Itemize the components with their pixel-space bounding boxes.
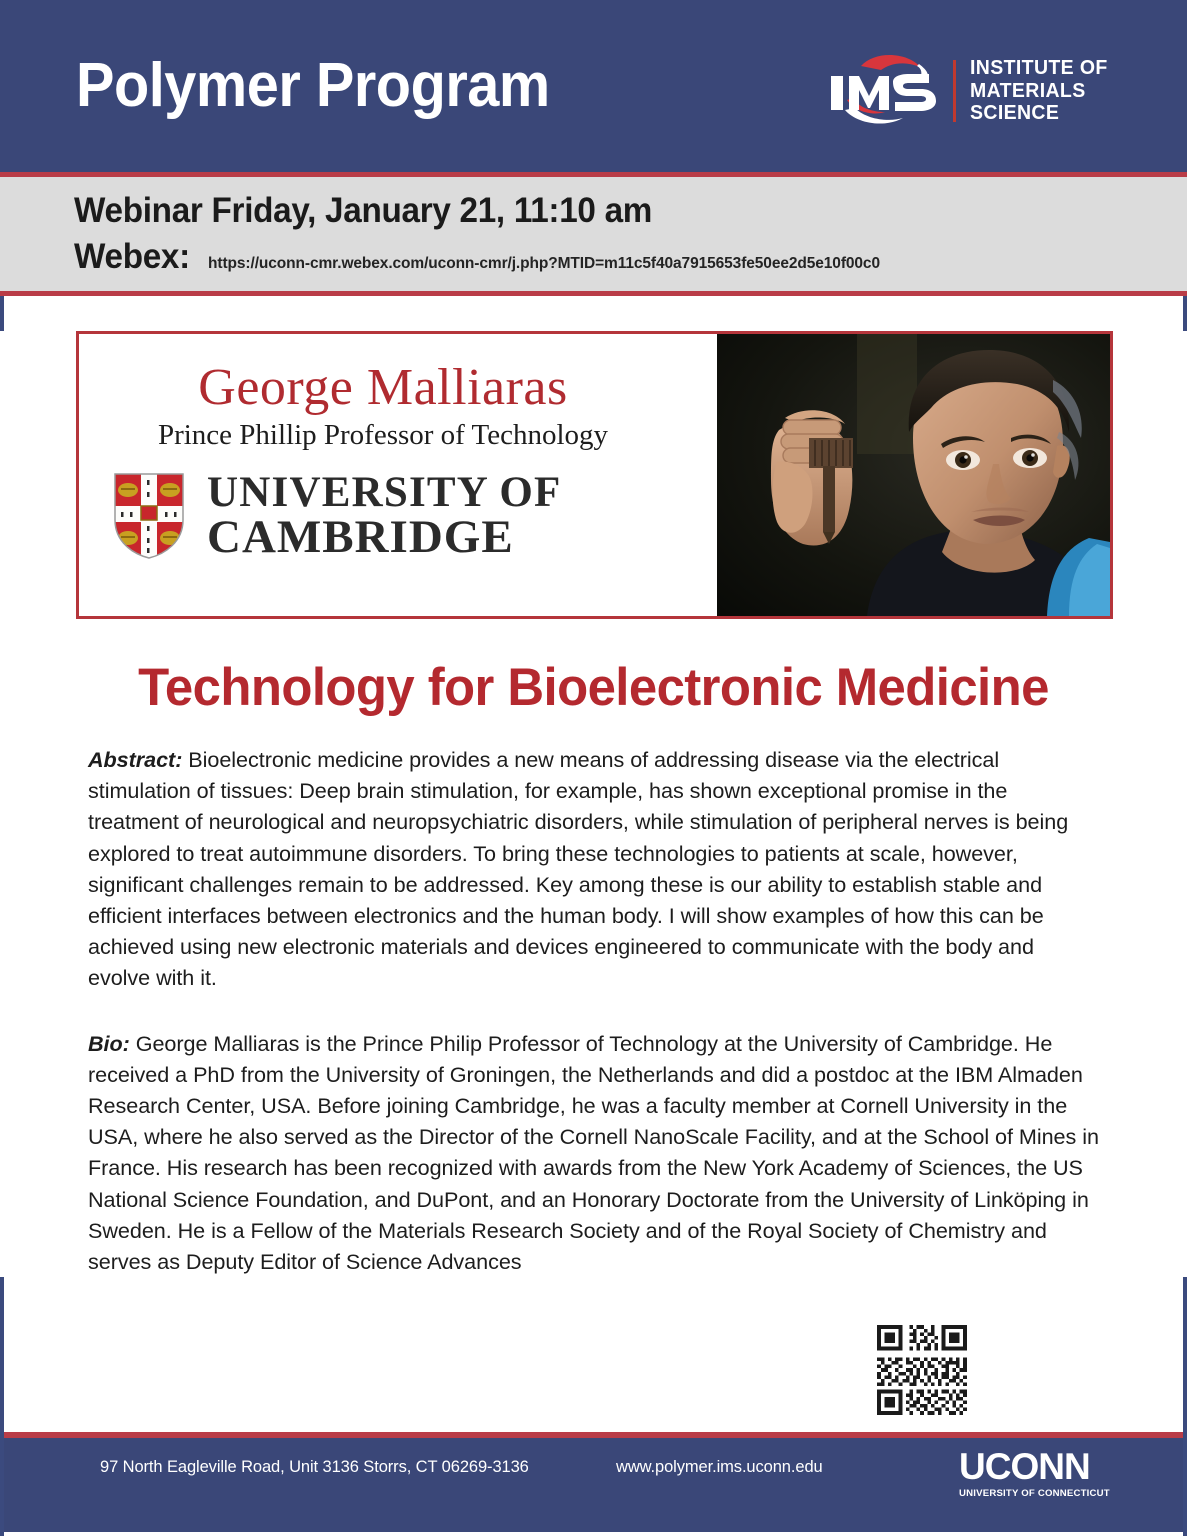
webex-label: Webex: bbox=[74, 237, 190, 276]
poster-header bbox=[0, 0, 1187, 172]
footer-website[interactable]: www.polymer.ims.uconn.edu bbox=[616, 1458, 823, 1476]
event-band bbox=[0, 172, 1187, 296]
webex-row bbox=[74, 237, 1187, 277]
ims-word-line1: INSTITUTE OF bbox=[970, 55, 1108, 79]
poster-body bbox=[0, 331, 1187, 1277]
abstract-text: Bioelectronic medicine provides a new means of addressing disease via the electrical stimulation of tissues: Deep brain stimulation, for example, has shown exceptional promise in the treatment of neurological and neuropsychiatric disorders, while stimulation of peripheral nerves is being explored to treat autoimmune disorders. To bring these technologies to patients at scale, however, significant challenges remain to be addressed. Key among these is our ability to establish stable and efficient interfaces between electronics and the human body. I will show examples of how this can be achieved using new electronic materials and devices engineered to communicate with the body and evolve with it. bbox=[88, 747, 1069, 991]
uconn-wordmark: UCONN bbox=[959, 1446, 1090, 1487]
ims-logo-wordmark bbox=[970, 57, 1115, 126]
poster-footer bbox=[4, 1438, 1183, 1532]
qr-code[interactable] bbox=[852, 1318, 992, 1422]
abstract-paragraph bbox=[88, 744, 1099, 994]
institution-wordmark bbox=[207, 469, 562, 564]
speaker-name: George Malliaras bbox=[198, 359, 568, 416]
speaker-institution bbox=[79, 469, 687, 564]
page-title: Polymer Program bbox=[76, 51, 550, 120]
ims-logo-divider bbox=[953, 60, 956, 122]
institution-line-2: CAMBRIDGE bbox=[207, 511, 514, 564]
uconn-subtitle: UNIVERSITY OF CONNECTICUT bbox=[959, 1488, 1110, 1499]
institution-line-1: UNIVERSITY OF bbox=[207, 469, 562, 516]
ims-word-line3: SCIENCE bbox=[970, 101, 1060, 125]
event-band-inner bbox=[0, 177, 1187, 291]
uconn-logo bbox=[959, 1448, 1111, 1499]
ims-logo bbox=[823, 52, 1115, 130]
footer-address: 97 North Eagleville Road, Unit 3136 Storrs, CT 06269-3136 bbox=[100, 1458, 529, 1476]
cambridge-crest-icon bbox=[113, 472, 185, 560]
speaker-info bbox=[79, 334, 687, 616]
event-datetime: Webinar Friday, January 21, 11:10 am bbox=[74, 191, 653, 230]
ims-mark-icon bbox=[823, 52, 951, 130]
talk-title: Technology for Bioelectronic Medicine bbox=[138, 658, 1049, 717]
band-rule-bottom bbox=[0, 291, 1187, 296]
abstract-label: Abstract: bbox=[88, 747, 183, 772]
speaker-panel bbox=[76, 331, 1113, 619]
bio-text: George Malliaras is the Prince Philip Professor of Technology at the University of Cambridge. He received a PhD from the University of Groningen, the Netherlands and did a postdoc at the IBM Almaden Research Center, USA. Before joining Cambridge, he was a faculty member at Cornell University in the USA, where he also served as the Director of the Cornell NanoScale Facility, and at the School of Mines in France. His research has been recognized with awards from the New York Academy of Sciences, the US National Science Foundation, and DuPont, and an Honorary Doctorate from the University of Linköping in Sweden. He is a Fellow of the Materials Research Society and of the Royal Society of Chemistry and serves as Deputy Editor of Science Advances bbox=[88, 1030, 1099, 1275]
webex-link[interactable]: https://uconn-cmr.webex.com/uconn-cmr/j.php?MTID=m11c5f40a7915653fe50ee2d5e10f00c0 bbox=[208, 255, 880, 272]
speaker-photo bbox=[717, 334, 1110, 616]
ims-word-line2: MATERIALS bbox=[970, 78, 1086, 102]
speaker-role: Prince Phillip Professor of Technology bbox=[157, 419, 609, 451]
bio-label: Bio: bbox=[88, 1030, 130, 1056]
bio-paragraph bbox=[88, 1028, 1099, 1278]
